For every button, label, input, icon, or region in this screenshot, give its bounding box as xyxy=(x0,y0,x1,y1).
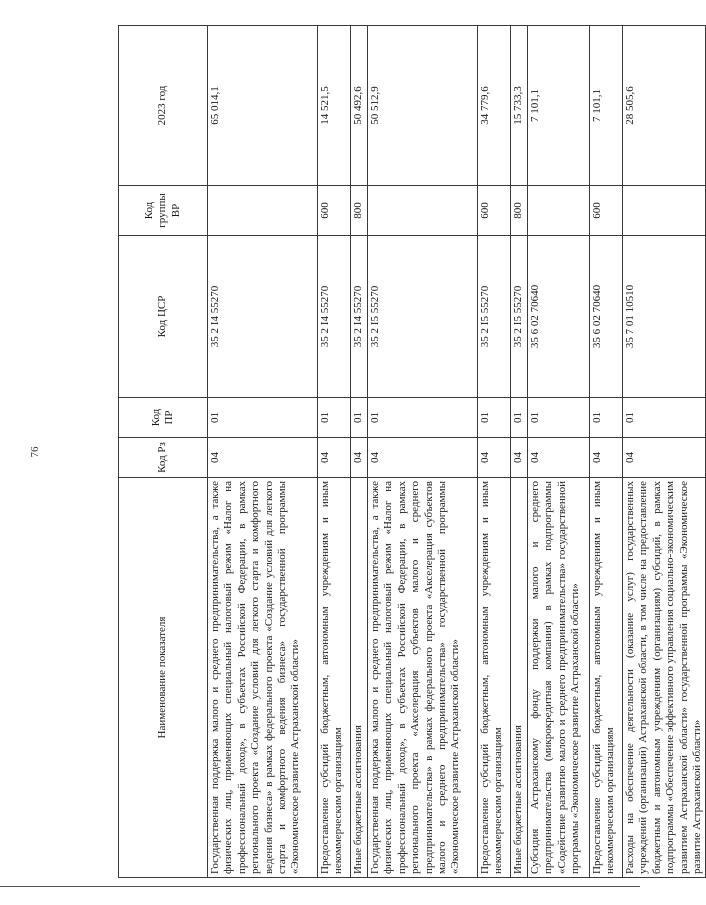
row-vr xyxy=(208,186,318,236)
row-vr xyxy=(528,186,590,236)
rotated-table-container xyxy=(118,26,704,878)
row-sum: 15 733,3 xyxy=(511,26,528,186)
row-rz: 04 xyxy=(208,438,318,478)
row-name: Субсидия Астраханскому фонду поддержки малого и среднего предпринимательства (микрокредитная компания) в рамках подпрограммы «Содействие развитию малого и среднего предпринимательства» государственной программы «Экономическое развитие Астраханской области» xyxy=(528,478,590,878)
page-number: 76 xyxy=(29,446,41,458)
table-row xyxy=(511,26,528,878)
row-vr: 600 xyxy=(318,186,351,236)
budget-table xyxy=(118,25,706,878)
table-row xyxy=(478,26,511,878)
row-rz: 04 xyxy=(623,438,706,478)
row-pr: 01 xyxy=(623,398,706,438)
table-row xyxy=(318,26,351,878)
table-row xyxy=(528,26,590,878)
row-pr: 01 xyxy=(351,398,368,438)
row-sum: 7 101,1 xyxy=(528,26,590,186)
table-header-row xyxy=(119,26,208,878)
row-sum: 28 505,6 xyxy=(623,26,706,186)
row-sum: 65 014,1 xyxy=(208,26,318,186)
row-name: Предоставление субсидий бюджетным, автономным учреждениям и иным некоммерческим организациям xyxy=(318,478,351,878)
row-name: Иные бюджетные ассигнования xyxy=(351,478,368,878)
row-sum: 7 101,1 xyxy=(590,26,623,186)
row-vr: 800 xyxy=(511,186,528,236)
table-row xyxy=(590,26,623,878)
row-name: Государственная поддержка малого и среднего предпринимательства, а также физических лиц, применяющих специальный налоговый режим «Налог на профессиональный доход», в субъектах Российской Федерации, в рамках регионального проекта «Акселерация субъектов малого и среднего предпринимательства» в рамках федерального проекта «Акселерация субъектов малого и среднего предпринимательства» государственной программы «Экономическое развитие Астраханской области» xyxy=(368,478,478,878)
row-name: Иные бюджетные ассигнования xyxy=(511,478,528,878)
row-csr: 35 6 02 70640 xyxy=(590,236,623,398)
row-name: Предоставление субсидий бюджетным, автономным учреждениям и иным некоммерческим организациям xyxy=(478,478,511,878)
row-name: Государственная поддержка малого и среднего предпринимательства, а также физических лиц, применяющих специальный налоговый режим «Налог на профессиональный доход», в субъектах Российской Федерации, в рамках регионального проекта «Создание условий для легкого старта и комфортного ведения бизнеса» в рамках федерального проекта «Создание условий для легкого старта и комфортного ведения бизнеса» государственной программы «Экономическое развитие Астраханской области» xyxy=(208,478,318,878)
header-csr: Код ЦСР xyxy=(119,236,208,398)
row-sum: 34 779,6 xyxy=(478,26,511,186)
row-pr: 01 xyxy=(318,398,351,438)
row-rz: 04 xyxy=(590,438,623,478)
row-csr: 35 6 02 70640 xyxy=(528,236,590,398)
row-rz: 04 xyxy=(351,438,368,478)
row-pr: 01 xyxy=(478,398,511,438)
table-row xyxy=(623,26,706,878)
header-name: Наименование показателя xyxy=(119,478,208,878)
header-vr: Код группы ВР xyxy=(119,186,208,236)
row-csr: 35 2 I4 55270 xyxy=(208,236,318,398)
row-csr: 35 2 I5 55270 xyxy=(478,236,511,398)
row-vr xyxy=(623,186,706,236)
header-pr: Код ПР xyxy=(119,398,208,438)
row-pr: 01 xyxy=(511,398,528,438)
row-sum: 50 512,9 xyxy=(368,26,478,186)
row-pr: 01 xyxy=(528,398,590,438)
row-rz: 04 xyxy=(478,438,511,478)
row-vr xyxy=(368,186,478,236)
row-rz: 04 xyxy=(318,438,351,478)
row-vr: 800 xyxy=(351,186,368,236)
page-bottom-rule xyxy=(0,886,640,887)
header-year: 2023 год xyxy=(119,26,208,186)
row-pr: 01 xyxy=(590,398,623,438)
row-csr: 35 2 I5 55270 xyxy=(511,236,528,398)
row-name: Расходы на обеспечение деятельности (оказание услуг) государственных учреждений (организаций) Астраханской области, в том числе на предоставление бюджетным и автономным учреждениям (организациям) субсидий, в рамках подпрограммы «Обеспечение эффективного управления социально-экономическим развитием Астраханской области» государственной программы «Экономическое развитие Астраханской области» xyxy=(623,478,706,878)
row-pr: 01 xyxy=(368,398,478,438)
row-rz: 04 xyxy=(511,438,528,478)
row-sum: 50 492,6 xyxy=(351,26,368,186)
table-row xyxy=(368,26,478,878)
row-csr: 35 2 I5 55270 xyxy=(368,236,478,398)
row-vr: 600 xyxy=(478,186,511,236)
row-rz: 04 xyxy=(368,438,478,478)
table-row xyxy=(208,26,318,878)
row-name: Предоставление субсидий бюджетным, автономным учреждениям и иным некоммерческим организациям xyxy=(590,478,623,878)
row-sum: 14 521,5 xyxy=(318,26,351,186)
row-csr: 35 7 01 10510 xyxy=(623,236,706,398)
row-rz: 04 xyxy=(528,438,590,478)
row-csr: 35 2 I4 55270 xyxy=(351,236,368,398)
row-csr: 35 2 I4 55270 xyxy=(318,236,351,398)
row-pr: 01 xyxy=(208,398,318,438)
header-rz: Код Рз xyxy=(119,438,208,478)
table-row xyxy=(351,26,368,878)
row-vr: 600 xyxy=(590,186,623,236)
